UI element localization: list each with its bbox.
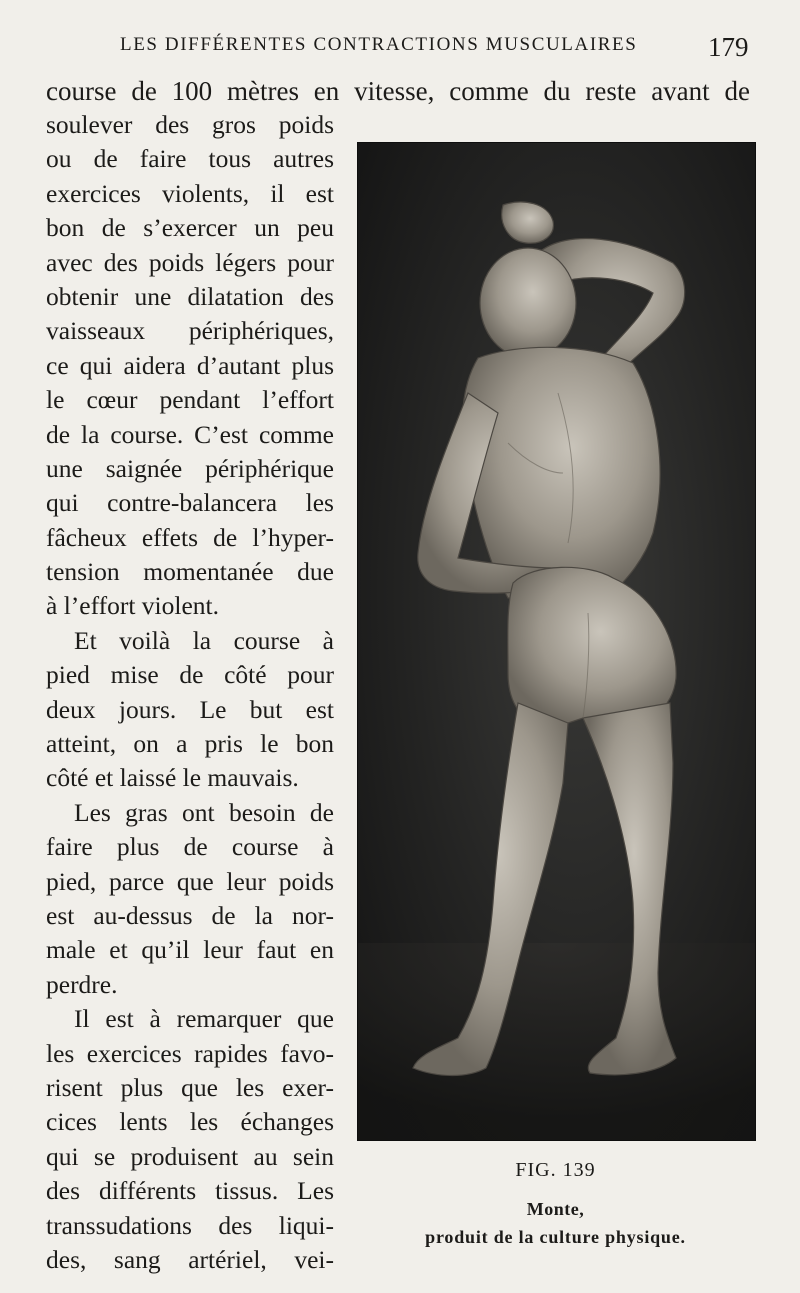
- paragraph-start-line: Il est à remarquer que: [74, 1004, 334, 1034]
- text-line: ou de faire tous autres: [46, 144, 334, 174]
- paragraph-start-line: Les gras ont besoin de: [74, 797, 334, 827]
- text-line: fâcheux effets de l’hyper-: [46, 522, 334, 552]
- text-line: cices lents les échanges: [46, 1107, 334, 1137]
- text-line: est au-dessus de la nor-: [46, 900, 334, 930]
- text-line: obtenir une dilatation des: [46, 281, 334, 311]
- page-number: 179: [708, 32, 749, 62]
- text-line: pied, parce que leur poids: [46, 866, 334, 896]
- text-line: pied mise de côté pour: [46, 660, 334, 690]
- text-line: perdre.: [46, 969, 118, 999]
- text-line: de la course. C’est comme: [46, 419, 334, 449]
- paragraph-start-line: Et voilà la course à: [74, 625, 334, 655]
- text-line: transsudations des liqui-: [46, 1210, 334, 1240]
- text-line: faire plus de course à: [46, 832, 334, 862]
- text-line: deux jours. Le but est: [46, 694, 334, 724]
- text-line: le cœur pendant l’effort: [46, 385, 334, 415]
- text-line: bon de s’exercer un peu: [46, 213, 334, 243]
- text-line: atteint, on a pris le bon: [46, 729, 334, 759]
- text-line: ce qui aidera d’autant plus: [46, 350, 334, 380]
- figure-photograph: [357, 142, 756, 1141]
- text-line: une saignée périphérique: [46, 453, 334, 483]
- text-line: à l’effort violent.: [46, 591, 220, 621]
- full-width-line: course de 100 mètres en vitesse, comme du reste avant de: [46, 76, 750, 106]
- figure-number: FIG. 139: [515, 1159, 596, 1181]
- text-line: vaisseaux périphériques,: [46, 316, 334, 346]
- text-line: côté et laissé le mauvais.: [46, 763, 299, 793]
- text-line: soulever des gros poids: [46, 110, 334, 139]
- text-line: qui se produisent au sein: [46, 1141, 334, 1171]
- text-line: des différents tissus. Les: [46, 1176, 334, 1206]
- text-line: qui contre-balancera les: [46, 488, 334, 518]
- text-line: avec des poids légers pour: [46, 247, 334, 277]
- running-title: LES DIFFÉRENTES CONTRACTIONS MUSCULAIRES: [120, 34, 638, 55]
- text-line: les exercices rapides favo-: [46, 1038, 334, 1068]
- text-line: risent plus que les exer-: [46, 1072, 334, 1102]
- text-column: [46, 108, 334, 1277]
- text-line: des, sang artériel, vei-: [46, 1244, 334, 1274]
- text-line: tension momentanée due: [46, 557, 334, 587]
- figure-subject: Monte,: [526, 1199, 585, 1219]
- statue-pose-illustration: [358, 143, 755, 1140]
- text-line: exercices violents, il est: [46, 178, 334, 208]
- text-line: male et qu’il leur faut en: [46, 935, 334, 965]
- figure-caption: produit de la culture physique.: [425, 1227, 686, 1247]
